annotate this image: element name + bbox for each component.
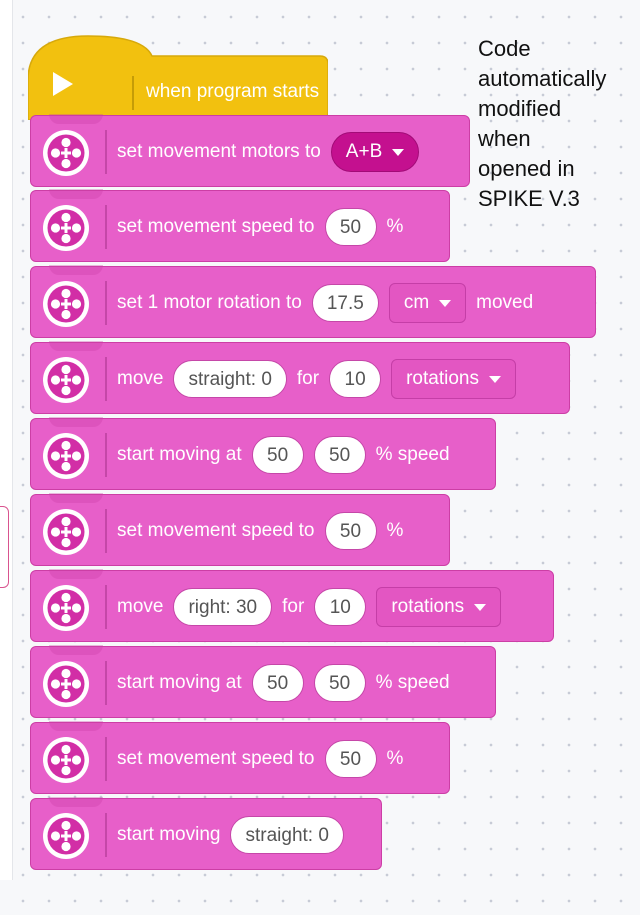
set-movement-speed-block-1[interactable] <box>30 190 450 262</box>
movement-motor-icon <box>41 279 91 329</box>
block-label: start moving at <box>117 444 242 465</box>
movement-motor-icon <box>41 431 91 481</box>
block-label: start moving <box>117 824 221 845</box>
dropdown-label: rotations <box>406 368 479 389</box>
block-divider <box>105 585 107 629</box>
move-straight-block[interactable] <box>30 342 570 414</box>
block-label: set movement speed to <box>117 520 315 541</box>
movement-motor-icon <box>41 203 91 253</box>
dropdown-label: rotations <box>391 596 465 617</box>
value-input[interactable]: 17.5 <box>312 284 379 322</box>
block-divider <box>105 205 107 249</box>
when-program-starts-block[interactable] <box>28 26 328 120</box>
block-divider <box>132 76 134 110</box>
chevron-down-icon <box>474 604 486 611</box>
block-content <box>117 267 533 339</box>
movement-motor-icon <box>41 128 91 178</box>
block-divider <box>105 737 107 781</box>
movement-motor-icon <box>41 507 91 557</box>
block-label: set movement motors to <box>117 141 321 162</box>
block-content <box>117 647 450 719</box>
movement-motor-icon <box>41 811 91 861</box>
block-content <box>117 343 516 415</box>
dropdown-menu[interactable] <box>391 359 516 399</box>
workspace-left-panel-edge <box>0 0 13 880</box>
set-motor-rotation-block[interactable] <box>30 266 596 338</box>
block-label: moved <box>476 292 534 313</box>
set-movement-motors-block[interactable] <box>30 115 470 187</box>
dropdown-menu[interactable] <box>331 132 419 172</box>
block-divider <box>105 661 107 705</box>
chevron-down-icon <box>489 376 501 383</box>
block-divider <box>105 281 107 325</box>
block-content <box>117 419 450 491</box>
block-divider <box>105 433 107 477</box>
play-flag-icon <box>50 70 90 110</box>
value-input[interactable]: straight: 0 <box>173 360 286 398</box>
block-content <box>117 495 403 567</box>
value-input[interactable]: 50 <box>314 664 366 702</box>
offscreen-block-edge <box>0 506 9 588</box>
movement-motor-icon <box>41 355 91 405</box>
move-right-block[interactable] <box>30 570 554 642</box>
dropdown-menu[interactable] <box>376 587 501 627</box>
set-movement-speed-block-3[interactable] <box>30 722 450 794</box>
block-label: % <box>386 520 404 541</box>
block-content <box>117 191 403 263</box>
block-label: % <box>386 216 404 237</box>
block-label: set movement speed to <box>117 748 315 769</box>
value-input[interactable]: right: 30 <box>173 588 272 626</box>
value-input[interactable]: 10 <box>314 588 366 626</box>
value-input[interactable]: 50 <box>325 740 377 778</box>
block-label: for <box>296 368 320 389</box>
start-moving-block[interactable] <box>30 798 382 870</box>
block-label: set 1 motor rotation to <box>117 292 302 313</box>
value-input[interactable]: 10 <box>329 360 381 398</box>
chevron-down-icon <box>439 300 451 307</box>
movement-motor-icon <box>41 659 91 709</box>
block-divider <box>105 130 107 174</box>
value-input[interactable]: 50 <box>314 436 366 474</box>
block-content <box>117 799 344 871</box>
value-input[interactable]: 50 <box>325 208 377 246</box>
block-content <box>117 571 501 643</box>
value-input[interactable]: 50 <box>325 512 377 550</box>
block-label: for <box>282 596 305 617</box>
block-label: set movement speed to <box>117 216 315 237</box>
block-divider <box>105 357 107 401</box>
block-label: start moving at <box>117 672 242 693</box>
block-divider <box>105 813 107 857</box>
block-label: move <box>117 368 164 389</box>
chevron-down-icon <box>392 149 404 156</box>
set-movement-speed-block-2[interactable] <box>30 494 450 566</box>
block-label: % <box>386 748 404 769</box>
dropdown-label: A+B <box>345 141 383 162</box>
movement-motor-icon <box>41 735 91 785</box>
dropdown-label: cm <box>403 292 430 313</box>
dropdown-menu[interactable] <box>389 283 466 323</box>
block-divider <box>105 509 107 553</box>
block-content <box>117 116 419 188</box>
block-label: move <box>117 596 164 617</box>
value-input[interactable]: straight: 0 <box>230 816 343 854</box>
start-moving-at-block-1[interactable] <box>30 418 496 490</box>
value-input[interactable]: 50 <box>252 664 304 702</box>
movement-motor-icon <box>41 583 91 633</box>
hat-label: when program starts <box>146 81 320 102</box>
start-moving-at-block-2[interactable] <box>30 646 496 718</box>
workspace-comment: Code automatically modified when opened in SPIKE V.3 <box>478 36 607 211</box>
value-input[interactable]: 50 <box>252 436 304 474</box>
block-label: % speed <box>375 672 450 693</box>
block-label: % speed <box>375 444 450 465</box>
block-content <box>117 723 403 795</box>
